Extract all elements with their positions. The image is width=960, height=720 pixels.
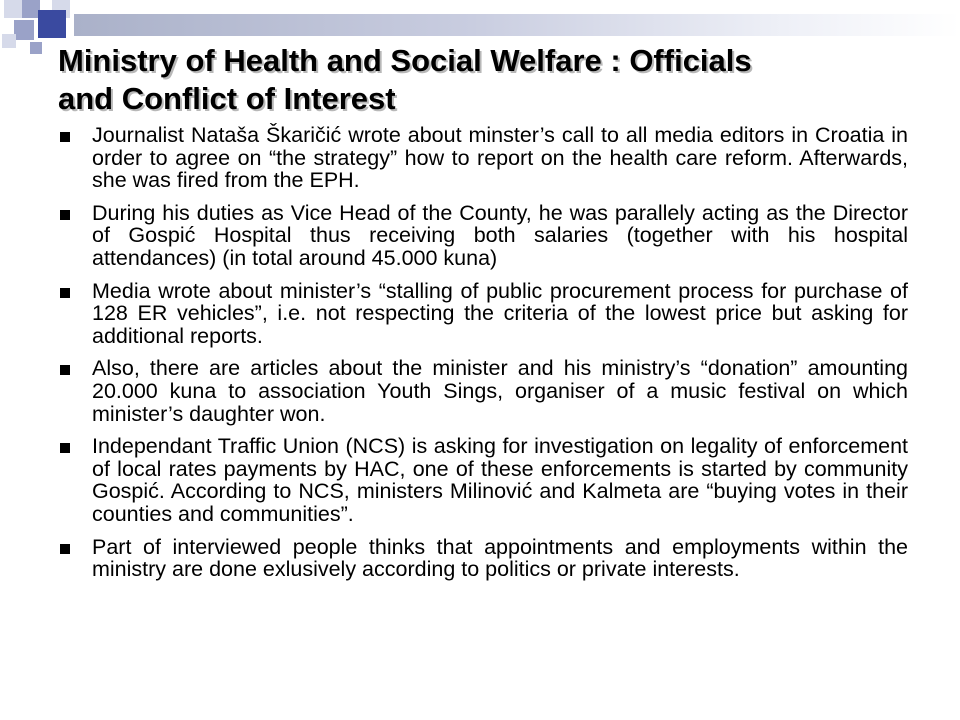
square-bullet-icon [60,544,70,554]
bullet-item [56,435,908,525]
bullet-list [56,124,908,591]
bullet-text: During his duties as Vice Head of the County, he was parallely acting as the Director of Gospić Hospital thus receiving both salaries (together with his hospital attendances) (in total around 45.000 kuna) [92,200,908,270]
bullet-item [56,124,908,192]
square-bullet-icon [60,210,70,220]
decorative-square [2,34,16,48]
decorative-square [30,42,42,54]
bullet-item [56,536,908,581]
bullet-text: Journalist Nataša Škaričić wrote about minster’s call to all media editors in Croatia in order to agree on “the strategy” how to report on the health care reform. Afterwards, she was fired from the EPH. [92,123,908,193]
decorative-square [4,0,22,18]
bullet-item [56,280,908,348]
header-gradient-bar [74,14,960,36]
bullet-text: Part of interviewed people thinks that appointments and employments within the ministry are done exlusively according to politics or private interests. [92,534,908,582]
bullet-text: Also, there are articles about the minister and his ministry’s “donation” amounting 20.000 kuna to association Youth Sings, organiser of a music festival on which minister’s daughter won. [92,356,908,426]
slide-title-line-1: Ministry of Health and Social Welfare : Officials [58,43,752,78]
slide-title [58,42,938,118]
bullet-text: Independant Traffic Union (NCS) is asking for investigation on legality of enforcement of local rates payments by HAC, one of these enforcements is started by community Gospić. According to NCS, ministers Milinović and Kalmeta are “buying votes in their counties and communities”. [92,434,908,526]
square-bullet-icon [60,443,70,453]
decorative-square [14,20,34,40]
square-bullet-icon [60,365,70,375]
square-bullet-icon [60,132,70,142]
square-bullet-icon [60,288,70,298]
decorative-square [38,10,66,38]
bullet-text: Media wrote about minister’s “stalling of public procurement process for purchase of 128 ER vehicles”, i.e. not respecting the criteria of the lowest price but asking for additional reports. [92,278,908,348]
bullet-item [56,357,908,425]
bullet-item [56,202,908,270]
slide-title-line-2: and Conflict of Interest [58,81,396,116]
